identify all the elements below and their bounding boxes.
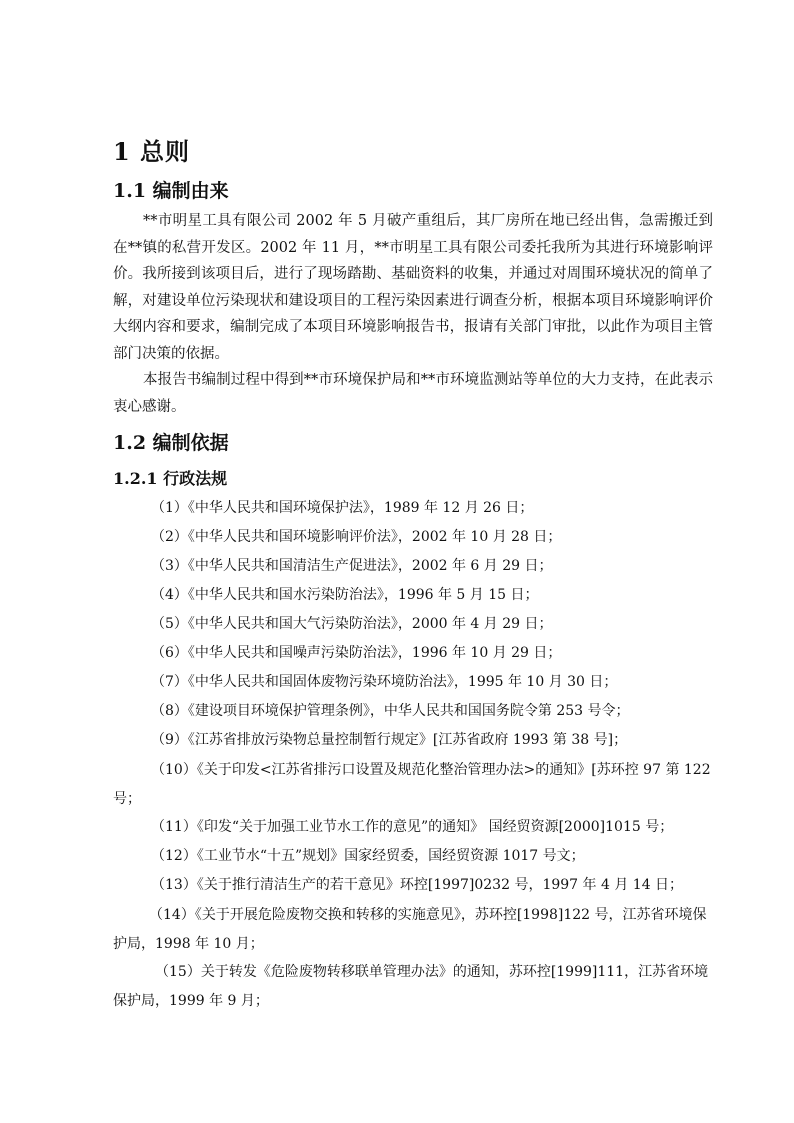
list-item: （2）《中华人民共和国环境影响评价法》，2002 年 10 月 28 日； — [151, 529, 562, 545]
subsection-heading-1-2-1: 1.2.1 行政法规 — [113, 469, 228, 488]
list-item: （14）《关于开展危险废物交换和转移的实施意见》，苏环控[1998]122 号，江苏省环境保护局，1998 年 10 月； — [113, 907, 707, 952]
list-item: （12）《工业节水“十五”规划》国家经贸委，国经贸资源 1017 号文； — [151, 848, 585, 864]
list-item: （7）《中华人民共和国固体废物污染环境防治法》，1995 年 10 月 30 日； — [151, 674, 618, 690]
list-item: （11）《印发“关于加强工业节水工作的意见”的通知》 国经贸资源[2000]1015 号； — [151, 819, 674, 835]
list-item: （15）关于转发《危险废物转移联单管理办法》的通知，苏环控[1999]111，江苏省环境保护局，1999 年 9 月； — [113, 964, 709, 1009]
section-heading-1-1: 1.1 编制由来 — [113, 180, 229, 202]
chapter-title: 1 总则 — [113, 137, 191, 166]
list-item: （1）《中华人民共和国环境保护法》，1989 年 12 月 26 日； — [151, 500, 534, 516]
list-item: （5）《中华人民共和国大气污染防治法》，2000 年 4 月 29 日； — [151, 616, 553, 632]
list-item: （10）《关于印发<江苏省排污口设置及规范化整治管理办法>的通知》[苏环控 97 第 122 号； — [113, 762, 711, 807]
list-item: （6）《中华人民共和国噪声污染防治法》，1996 年 10 月 29 日； — [151, 645, 562, 661]
list-item: （3）《中华人民共和国清洁生产促进法》，2002 年 6 月 29 日； — [151, 558, 553, 574]
section-heading-1-2: 1.2 编制依据 — [113, 432, 229, 454]
body-paragraph: **市明星工具有限公司 2002 年 5 月破产重组后，其厂房所在地已经出售，急需搬迁到在**镇的私营开发区。2002 年 11 月，**市明星工具有限公司委托我所为其进行环境影响评价。我所接到该项目后，进行了现场踏勘、基础资料的收集，并通过对周围环境状况的简单了解，对建设单位污染现状和建设项目的工程污染因素进行调查分析，根据本项目环境影响评价大纲内容和要求，编制完成了本项目环境影响报告书，报请有关部门审批，以此作为项目主管部门决策的依据。 — [113, 213, 713, 362]
list-item: （9）《江苏省排放污染物总量控制暂行规定》[江苏省政府 1993 第 38 号]； — [151, 732, 628, 748]
list-item: （4）《中华人民共和国水污染防治法》，1996 年 5 月 15 日； — [151, 587, 539, 603]
list-item: （8）《建设项目环境保护管理条例》，中华人民共和国国务院令第 253 号令； — [151, 703, 630, 719]
body-paragraph: 本报告书编制过程中得到**市环境保护局和**市环境监测站等单位的大力支持，在此表示衷心感谢。 — [113, 372, 713, 415]
list-item: （13）《关于推行清洁生产的若干意见》环控[1997]0232 号，1997 年 4 月 14 日； — [151, 877, 684, 893]
